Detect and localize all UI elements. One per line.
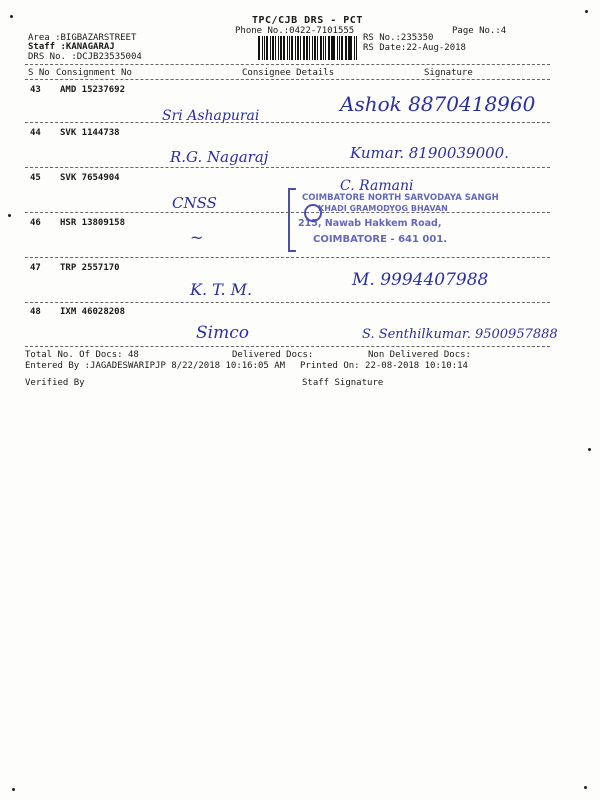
divider — [25, 64, 550, 65]
barcode-bar — [314, 36, 317, 60]
divider — [25, 302, 550, 303]
total-docs: Total No. Of Docs: 48 — [25, 350, 139, 360]
scan-speck — [10, 15, 13, 18]
divider — [25, 79, 550, 80]
barcode-bar — [275, 36, 276, 60]
rs-date: RS Date:22-Aug-2018 — [363, 43, 466, 53]
barcode-bar — [278, 36, 279, 60]
row-consignment: TRP 2557170 — [60, 263, 120, 273]
barcode-bar — [272, 36, 274, 60]
divider — [25, 346, 550, 347]
rubber-stamp — [288, 180, 508, 250]
barcode-bar — [283, 36, 286, 60]
staff-signature: Staff Signature — [302, 378, 384, 388]
signature-handwriting: C. Ramani — [340, 178, 414, 194]
scan-speck — [588, 448, 591, 451]
row-consignment: IXM 46028208 — [60, 307, 126, 317]
area-label: Area :BIGBAZARSTREET — [28, 33, 137, 43]
consignee-handwriting: K. T. M. — [190, 280, 253, 299]
row-sno: 46 — [30, 218, 41, 228]
signature-handwriting: M. 9994407988 — [352, 270, 489, 290]
barcode-bar — [300, 36, 301, 60]
barcode-bar — [262, 36, 263, 60]
divider — [25, 167, 550, 168]
barcode-bar — [258, 36, 260, 60]
scan-speck — [8, 214, 11, 217]
row-sno: 44 — [30, 128, 41, 138]
consignee-handwriting: Sri Ashapurai — [162, 108, 260, 124]
stamp-line: COIMBATORE - 641 001. — [313, 234, 448, 245]
barcode-bar — [289, 36, 290, 60]
barcode-bar — [280, 36, 282, 60]
scan-speck — [584, 786, 587, 789]
barcode-bar — [309, 36, 310, 60]
barcode-bar — [354, 36, 355, 60]
barcode-bar — [295, 36, 296, 60]
staff-label: Staff :KANAGARAJ — [28, 42, 115, 52]
delivered-docs: Delivered Docs: — [232, 350, 314, 360]
consignee-handwriting: R.G. Nagaraj — [170, 148, 269, 166]
rs-number: RS No.:235350 — [363, 33, 434, 43]
row-consignment: AMD 15237692 — [60, 85, 126, 95]
barcode-bar — [341, 36, 343, 60]
row-consignment: HSR 13809158 — [60, 218, 126, 228]
row-sno: 45 — [30, 173, 41, 183]
row-sno: 48 — [30, 307, 41, 317]
barcode-bar — [339, 36, 340, 60]
row-sno: 47 — [30, 263, 41, 273]
barcode-bar — [264, 36, 265, 60]
barcode-bar — [312, 36, 313, 60]
entered-by: Entered By :JAGADESWARIPJP 8/22/2018 10:16:05 AM — [25, 361, 286, 371]
printed-on: Printed On: 22-08-2018 10:10:14 — [300, 361, 468, 371]
barcode-bar — [266, 36, 269, 60]
barcode-bar — [303, 36, 305, 60]
barcode-bar — [345, 36, 347, 60]
barcode-bar — [270, 36, 271, 60]
stamp-line: KHADI GRAMODYOG BHAVAN — [318, 204, 448, 213]
divider — [25, 122, 550, 123]
signature-handwriting: Ashok 8870418960 — [340, 92, 536, 116]
row-sno: 43 — [30, 85, 41, 95]
verified-by: Verified By — [25, 378, 85, 388]
row-consignment: SVK 7654904 — [60, 173, 120, 183]
barcode — [258, 36, 358, 60]
document-title: TPC/CJB DRS - PCT — [252, 15, 363, 26]
column-header-sno: S No — [28, 68, 50, 78]
barcode-bar — [349, 36, 352, 60]
stamp-bracket — [288, 188, 296, 252]
signature-handwriting: S. Senthilkumar. 9500957888 — [362, 327, 558, 342]
consignee-handwriting: ~ — [190, 228, 204, 247]
barcode-bar — [287, 36, 288, 60]
barcode-bar — [356, 36, 357, 60]
divider — [25, 257, 550, 258]
barcode-bar — [328, 36, 330, 60]
row-consignment: SVK 1144738 — [60, 128, 120, 138]
stamp-line: 215, Nawab Hakkem Road, — [298, 218, 442, 229]
signature-handwriting: Kumar. 8190039000. — [350, 144, 509, 162]
consignee-handwriting: Simco — [196, 323, 249, 343]
divider — [25, 212, 550, 213]
scan-speck — [585, 10, 588, 13]
scan-speck — [12, 788, 15, 791]
stamp-circle-icon — [304, 204, 322, 222]
barcode-bar — [348, 36, 349, 60]
column-header-signature: Signature — [424, 68, 473, 78]
stamp-line: COIMBATORE NORTH SARVODAYA SANGH — [302, 193, 499, 203]
barcode-bar — [337, 36, 338, 60]
consignee-handwriting: CNSS — [172, 194, 217, 212]
barcode-bar — [317, 36, 318, 60]
barcode-bar — [320, 36, 322, 60]
barcode-bar — [323, 36, 324, 60]
non-delivered-docs: Non Delivered Docs: — [368, 350, 471, 360]
barcode-bar — [297, 36, 300, 60]
barcode-bar — [291, 36, 293, 60]
column-header-consignee: Consignee Details — [242, 68, 335, 78]
barcode-bar — [332, 36, 335, 60]
column-header-consignment: Consignment No — [56, 68, 132, 78]
barcode-bar — [331, 36, 332, 60]
barcode-bar — [306, 36, 308, 60]
phone-number: Phone No.:0422-7101555 — [235, 26, 355, 36]
drs-number: DRS No. :DCJB23535004 — [28, 52, 142, 62]
barcode-bar — [325, 36, 326, 60]
page-number: Page No.:4 — [452, 26, 507, 36]
